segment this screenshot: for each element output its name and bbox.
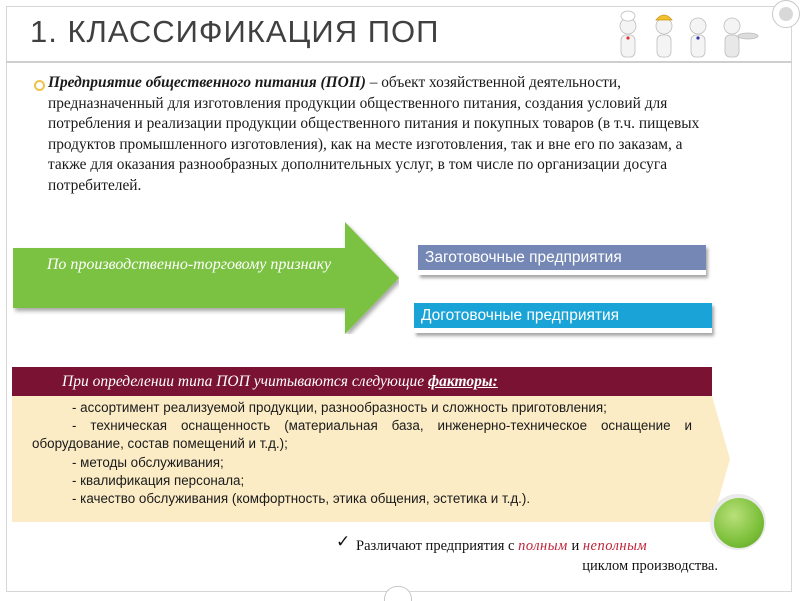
factor-item: - методы обслуживания; (72, 454, 224, 470)
definition-paragraph (48, 73, 718, 197)
note-prefix: Различают предприятия с (356, 538, 519, 554)
factor-item: - ассортимент реализуемой продукции, разнообразность и сложность приготовления; (72, 400, 607, 415)
check-mark-icon: ✓ (336, 532, 351, 551)
type-label-preparation: Заготовочные предприятия (418, 245, 706, 270)
note-and: и (567, 538, 583, 554)
factors-heading-text: При определении типа ПОП учитываются следующие (62, 373, 429, 390)
factors-list (32, 399, 692, 508)
type-label-finishing: Доготовочные предприятия (414, 303, 712, 328)
note-partial: неполным (582, 538, 648, 554)
type-box-preparation (418, 245, 706, 275)
slide-title: 1. КЛАССИФИКАЦИЯ ПОП (30, 14, 440, 49)
note-full: полным (518, 538, 568, 554)
chef-figures-icon (612, 6, 760, 64)
factor-item: - качество обслуживания (комфортность, этика общения, эстетика и т.д.). (72, 491, 531, 507)
note-suffix: циклом производства. (582, 558, 718, 574)
classification-arrow (13, 222, 399, 334)
factors-heading-keyword: факторы: (428, 373, 498, 390)
corner-circle-icon (772, 0, 800, 28)
factor-item-continuation: оборудование, состав помещений и т.д.); (32, 436, 288, 452)
definition-term: Предприятие общественного питания (ПОП) (48, 74, 366, 91)
factor-item: - техническая оснащенность (материальная база, инженерно-техническое оснащение и (72, 418, 692, 434)
type-box-finishing (414, 303, 712, 333)
production-cycle-note (356, 536, 726, 576)
factors-header (12, 367, 712, 396)
definition-text: – объект хозяйственной деятельности, предназначенный для изготовления продукции общественного питания, создания условий для потребления и реализации продукции общественного питания и покупных товаров (в т.ч. пищевых продуктов промышленного изготовления), как на месте изготовления, так и вне его по заказам, а также для оказания разнообразных дополнительных услуг, в том числе по организации досуга потребителей. (48, 74, 700, 194)
bullet-ring-icon (34, 80, 45, 91)
factor-item: - квалификация персонала; (72, 472, 245, 488)
classification-criterion: По производственно-торговому признаку (46, 256, 332, 273)
